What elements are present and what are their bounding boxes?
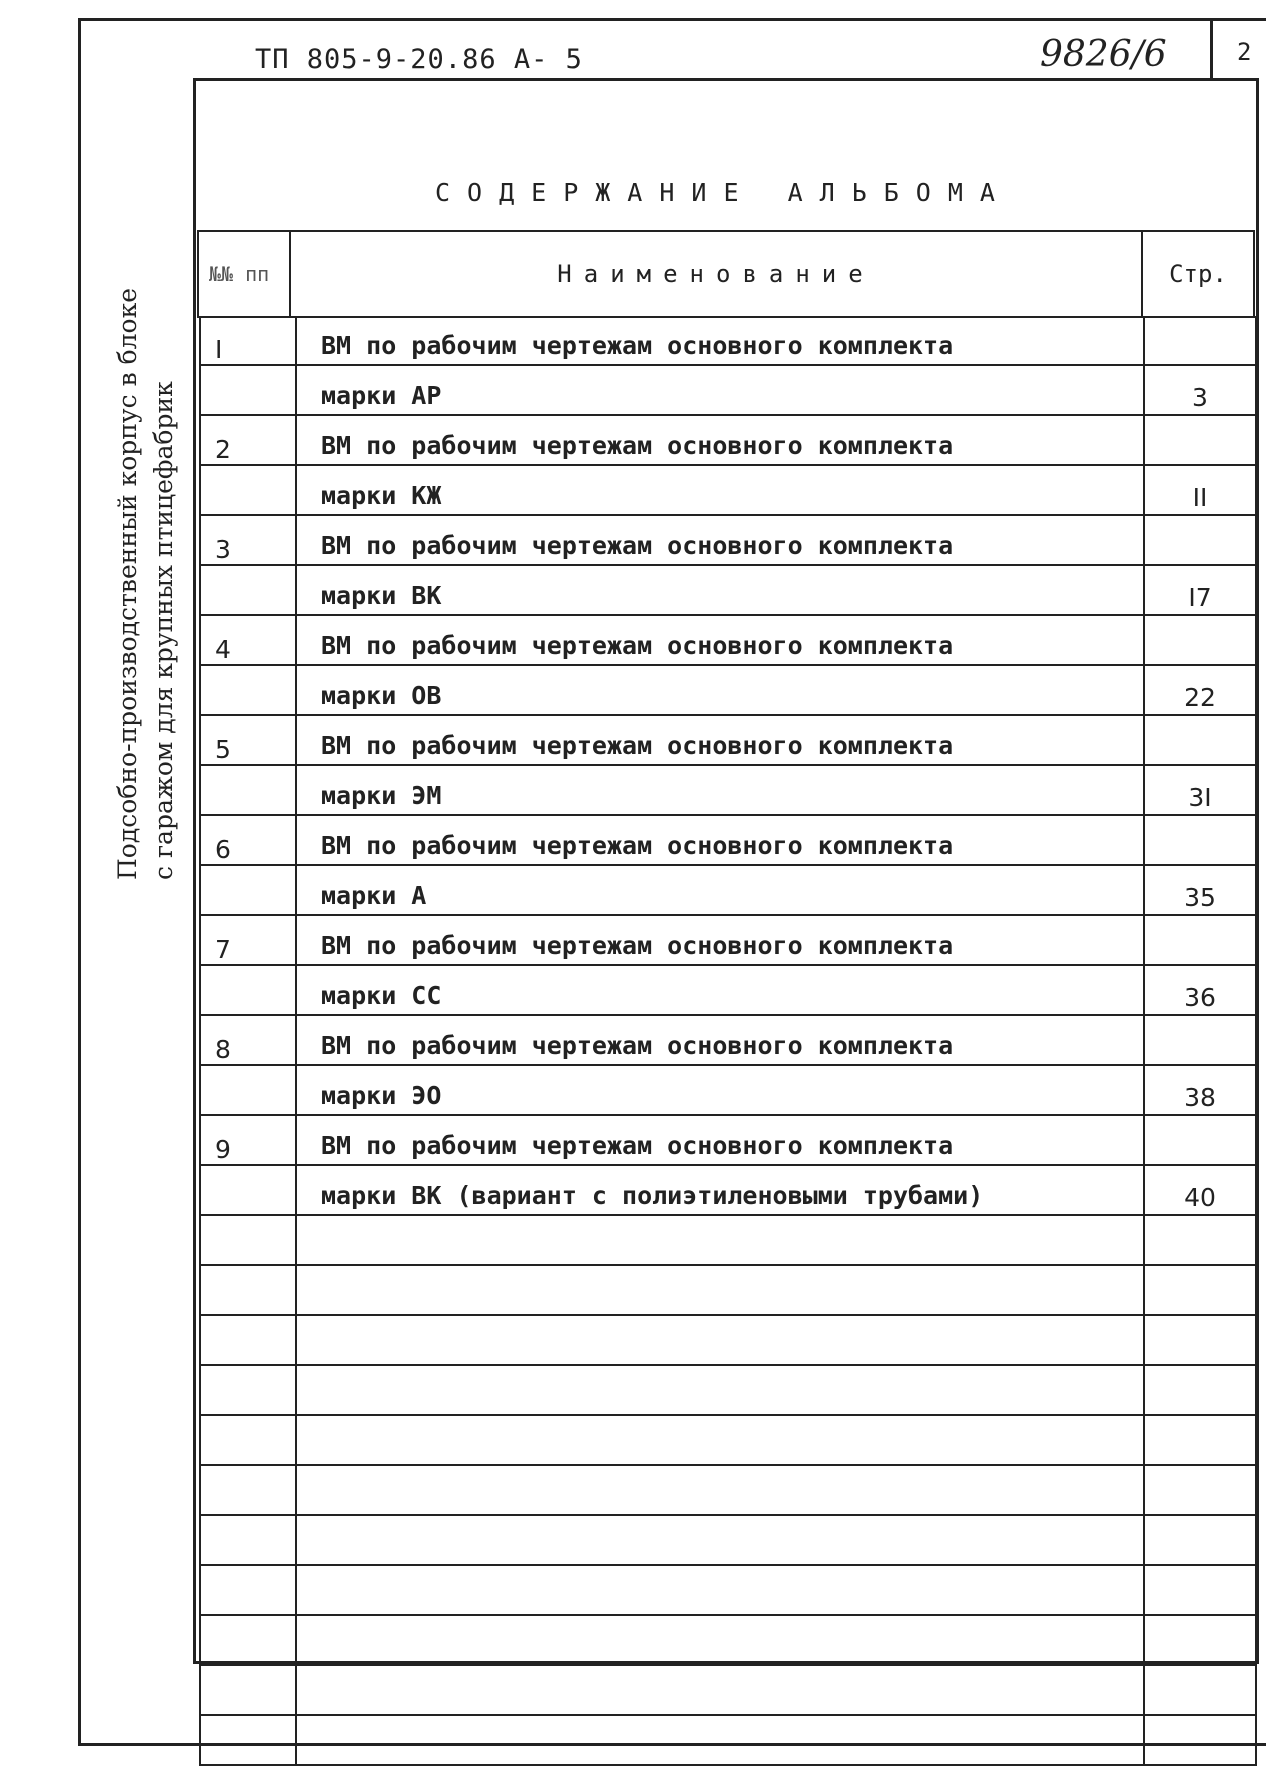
table-row [200,665,1256,715]
entry-number: 2 [200,415,296,465]
entry-page-empty [1144,1115,1256,1165]
entry-name-line1: ВМ по рабочим чертежам основного комплекта [296,1015,1144,1065]
entry-page: 36 [1144,965,1256,1015]
entry-page: 38 [1144,1065,1256,1115]
empty-cell [1144,1365,1256,1415]
empty-cell [1144,1615,1256,1665]
side-caption-line1: Подсобно-производственный корпус в блоке [113,287,142,880]
empty-cell [296,1565,1144,1615]
entry-page: 3 [1144,365,1256,415]
empty-cell [296,1615,1144,1665]
entry-name-line2: марки ОВ [296,665,1144,715]
entry-name-line2: марки ЭО [296,1065,1144,1115]
empty-row [200,1615,1256,1665]
table-row [200,765,1256,815]
empty-cell [296,1715,1144,1765]
entry-name-line1: ВМ по рабочим чертежам основного комплекта [296,815,1144,865]
empty-cell [200,1715,296,1765]
empty-cell [200,1515,296,1565]
empty-cell [1144,1265,1256,1315]
entry-page: 40 [1144,1165,1256,1215]
header-name: Наименование [290,231,1142,317]
empty-cell [1144,1715,1256,1765]
table-row [200,565,1256,615]
empty-cell [200,1365,296,1415]
empty-cell [200,1215,296,1265]
document-code: ТП 805-9-20.86 А- 5 [255,44,583,75]
empty-row [200,1315,1256,1365]
empty-cell [1144,1465,1256,1515]
side-caption [110,260,190,880]
page-title: СОДЕРЖАНИЕ АЛЬБОМА [435,178,1012,207]
empty-cell [200,1615,296,1665]
table-row [200,515,1256,565]
entry-page-empty [1144,715,1256,765]
entry-number-empty [200,465,296,515]
entry-number-empty [200,865,296,915]
entry-number-empty [200,765,296,815]
entry-number: 8 [200,1015,296,1065]
empty-cell [200,1415,296,1465]
entry-number-empty [200,965,296,1015]
entry-page-empty [1144,815,1256,865]
empty-row [200,1715,1256,1765]
entry-number: 4 [200,615,296,665]
empty-cell [296,1315,1144,1365]
table-row [200,465,1256,515]
empty-row [200,1265,1256,1315]
table-row [200,1015,1256,1065]
empty-row [200,1415,1256,1465]
table-row [200,1165,1256,1215]
entry-page: II [1144,465,1256,515]
empty-row [200,1515,1256,1565]
empty-cell [296,1265,1144,1315]
entry-name-line2: марки КЖ [296,465,1144,515]
sheet-number: 2 [1237,38,1252,66]
table-header [197,230,1255,318]
empty-cell [1144,1415,1256,1465]
entry-number: 9 [200,1115,296,1165]
empty-row [200,1465,1256,1515]
entry-name-line1: ВМ по рабочим чертежам основного комплекта [296,515,1144,565]
contents-table [199,316,1257,1766]
entry-name-line1: ВМ по рабочим чертежам основного комплекта [296,615,1144,665]
side-caption-line2: с гаражом для крупных птицефабрик [149,381,178,880]
table-row [200,365,1256,415]
empty-cell [296,1665,1144,1715]
empty-cell [296,1415,1144,1465]
entry-number-empty [200,1165,296,1215]
empty-cell [296,1215,1144,1265]
entry-page: I7 [1144,565,1256,615]
entry-number: 6 [200,815,296,865]
table-row [200,865,1256,915]
entry-page-empty [1144,316,1256,365]
empty-cell [296,1515,1144,1565]
empty-cell [1144,1565,1256,1615]
entry-number: I [200,316,296,365]
table-row [200,316,1256,365]
entry-name-line2: марки ЭМ [296,765,1144,815]
table-row [200,615,1256,665]
entry-page-empty [1144,915,1256,965]
entry-page-empty [1144,615,1256,665]
table-row [200,415,1256,465]
entry-number: 5 [200,715,296,765]
entry-name-line1: ВМ по рабочим чертежам основного комплекта [296,316,1144,365]
entry-page: 35 [1144,865,1256,915]
table-row [200,1065,1256,1115]
entry-name-line1: ВМ по рабочим чертежам основного комплекта [296,915,1144,965]
entry-name-line2: марки СС [296,965,1144,1015]
empty-row [200,1565,1256,1615]
entry-name-line1: ВМ по рабочим чертежам основного комплекта [296,1115,1144,1165]
empty-cell [1144,1665,1256,1715]
entry-page-empty [1144,515,1256,565]
empty-cell [200,1565,296,1615]
empty-cell [1144,1315,1256,1365]
entry-page: 22 [1144,665,1256,715]
entry-name-line1: ВМ по рабочим чертежам основного комплекта [296,715,1144,765]
table-row [200,715,1256,765]
empty-cell [296,1365,1144,1415]
entry-name-line2: марки АР [296,365,1144,415]
entry-name-line2: марки ВК [296,565,1144,615]
entry-page-empty [1144,415,1256,465]
empty-cell [296,1465,1144,1515]
empty-cell [1144,1215,1256,1265]
empty-row [200,1215,1256,1265]
header-num: №№ пп [198,231,290,317]
entry-number-empty [200,1065,296,1115]
entry-number: 3 [200,515,296,565]
empty-cell [1144,1515,1256,1565]
empty-cell [200,1665,296,1715]
empty-cell [200,1315,296,1365]
table-row [200,965,1256,1015]
entry-number: 7 [200,915,296,965]
entry-name-line2: марки А [296,865,1144,915]
table-row [200,915,1256,965]
entry-number-empty [200,565,296,615]
empty-cell [200,1465,296,1515]
table-row [200,1115,1256,1165]
entry-name-line1: ВМ по рабочим чертежам основного комплекта [296,415,1144,465]
registration-number: 9826/6 [1040,34,1167,75]
header-page: Стр. [1142,231,1254,317]
empty-cell [200,1265,296,1315]
entry-name-line2: марки ВК (вариант с полиэтиленовыми трубами) [296,1165,1144,1215]
entry-page: 3I [1144,765,1256,815]
table-row [200,815,1256,865]
empty-row [200,1365,1256,1415]
entry-number-empty [200,365,296,415]
entry-page-empty [1144,1015,1256,1065]
empty-row [200,1665,1256,1715]
entry-number-empty [200,665,296,715]
